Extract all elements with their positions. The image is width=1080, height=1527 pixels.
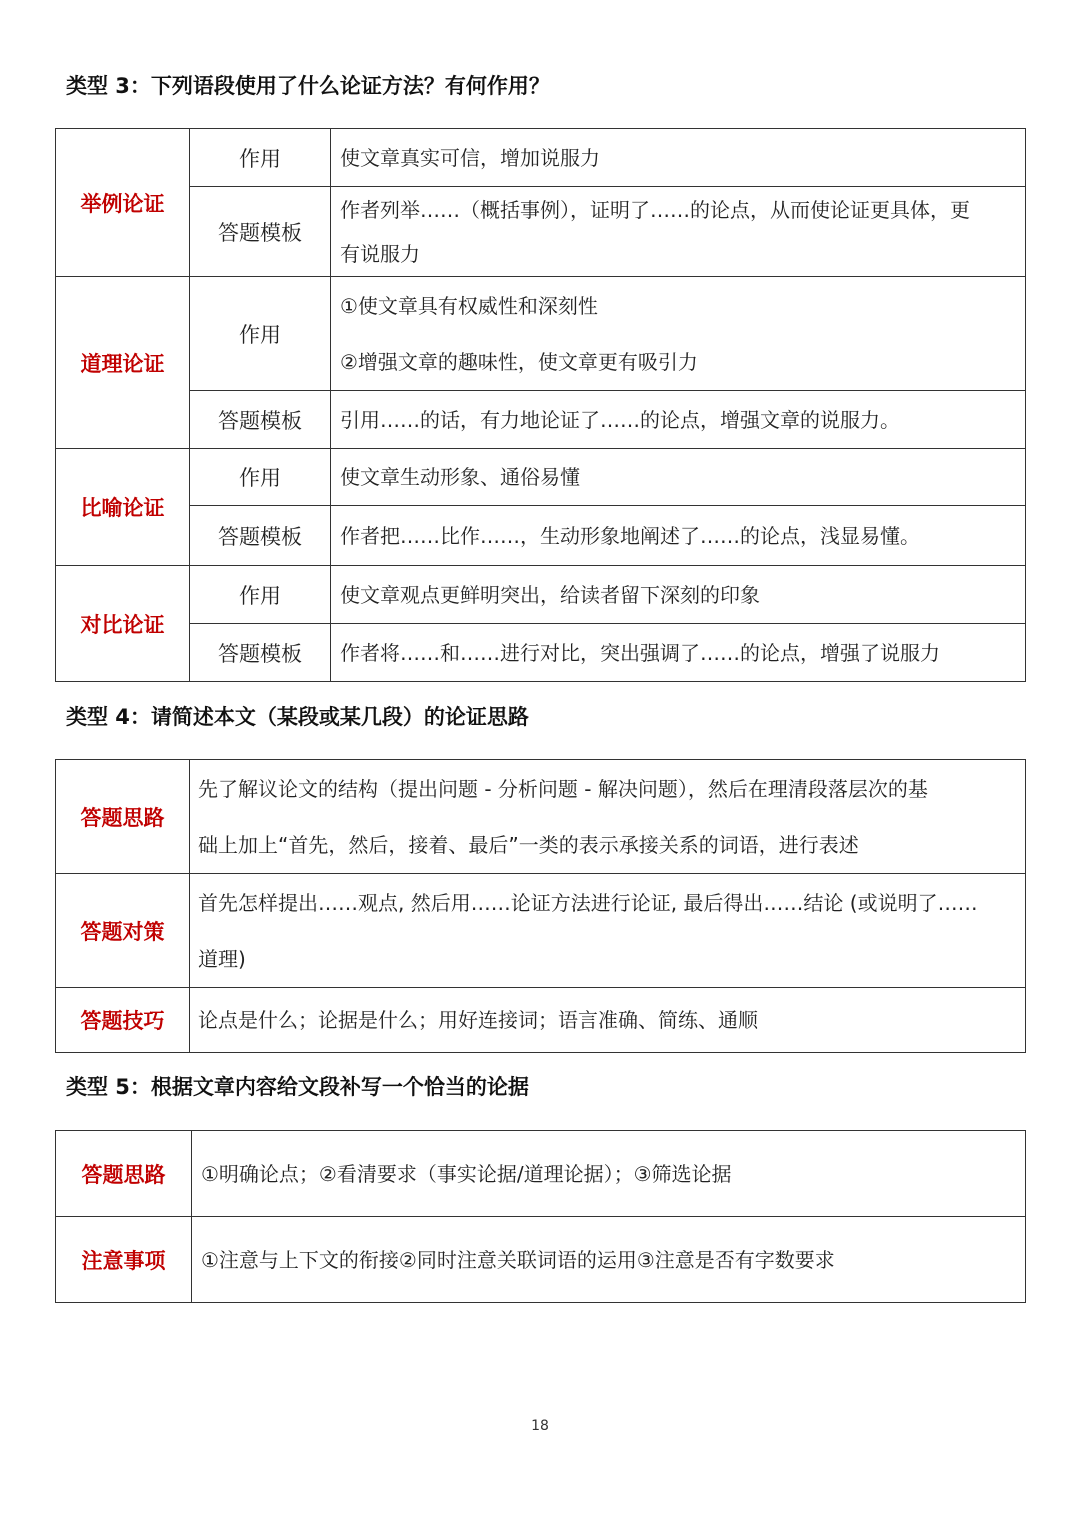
section4-heading: 类型 4：请简述本文（某段或某几段）的论证思路 — [66, 705, 529, 729]
template-cell: 作者把……比作……，生动形象地阐述了……的论点，浅显易懂。 — [331, 506, 1026, 566]
category-contrast: 对比论证 — [56, 566, 190, 682]
label-template: 答题模板 — [190, 187, 331, 277]
approach-cell: ①明确论点；②看清要求（事实论据/道理论据）；③筛选论据 — [192, 1131, 1026, 1217]
template-cell: 作者将……和……进行对比，突出强调了……的论点，增强了说服力 — [331, 624, 1026, 682]
label-effect: 作用 — [190, 129, 331, 187]
notes-cell: ①注意与上下文的衔接②同时注意关联词语的运用③注意是否有字数要求 — [192, 1217, 1026, 1303]
category-metaphor: 比喻论证 — [56, 449, 190, 566]
label-approach: 答题思路 — [56, 760, 190, 874]
effect-cell: ①使文章具有权威性和深刻性 ②增强文章的趣味性，使文章更有吸引力 — [331, 277, 1026, 391]
category-example: 举例论证 — [56, 129, 190, 277]
label-template: 答题模板 — [190, 624, 331, 682]
evidence-table — [55, 1130, 1026, 1303]
effect-cell: 使文章观点更鲜明突出，给读者留下深刻的印象 — [331, 566, 1026, 624]
approach-cell: 先了解议论文的结构（提出问题 - 分析问题 - 解决问题），然后在理清段落层次的基 础上加上“首先，然后，接着、最后”一类的表示承接关系的词语，进行表述 — [190, 760, 1026, 874]
label-effect: 作用 — [190, 277, 331, 391]
strategy-cell: 首先怎样提出……观点, 然后用……论证方法进行论证, 最后得出……结论 (或说明了…… 道理) — [190, 874, 1026, 988]
label-template: 答题模板 — [190, 506, 331, 566]
category-reasoning: 道理论证 — [56, 277, 190, 449]
label-effect: 作用 — [190, 449, 331, 506]
effect-cell: 使文章生动形象、通俗易懂 — [331, 449, 1026, 506]
label-effect: 作用 — [190, 566, 331, 624]
label-tips: 答题技巧 — [56, 988, 190, 1053]
label-notes: 注意事项 — [56, 1217, 192, 1303]
page-number: 18 — [531, 1418, 549, 1434]
tips-cell: 论点是什么；论据是什么；用好连接词；语言准确、简练、通顺 — [190, 988, 1026, 1053]
argument-methods-table — [55, 128, 1026, 682]
section3-heading: 类型 3：下列语段使用了什么论证方法？有何作用？ — [66, 74, 550, 98]
section5-heading: 类型 5：根据文章内容给文段补写一个恰当的论据 — [66, 1075, 529, 1099]
effect-cell: 使文章真实可信，增加说服力 — [331, 129, 1026, 187]
template-cell: 引用……的话，有力地论证了……的论点，增强文章的说服力。 — [331, 391, 1026, 449]
label-template: 答题模板 — [190, 391, 331, 449]
template-cell: 作者列举……（概括事例），证明了……的论点，从而使论证更具体，更 有说服力 — [331, 187, 1026, 277]
label-approach: 答题思路 — [56, 1131, 192, 1217]
label-strategy: 答题对策 — [56, 874, 190, 988]
argument-flow-table — [55, 759, 1026, 1053]
